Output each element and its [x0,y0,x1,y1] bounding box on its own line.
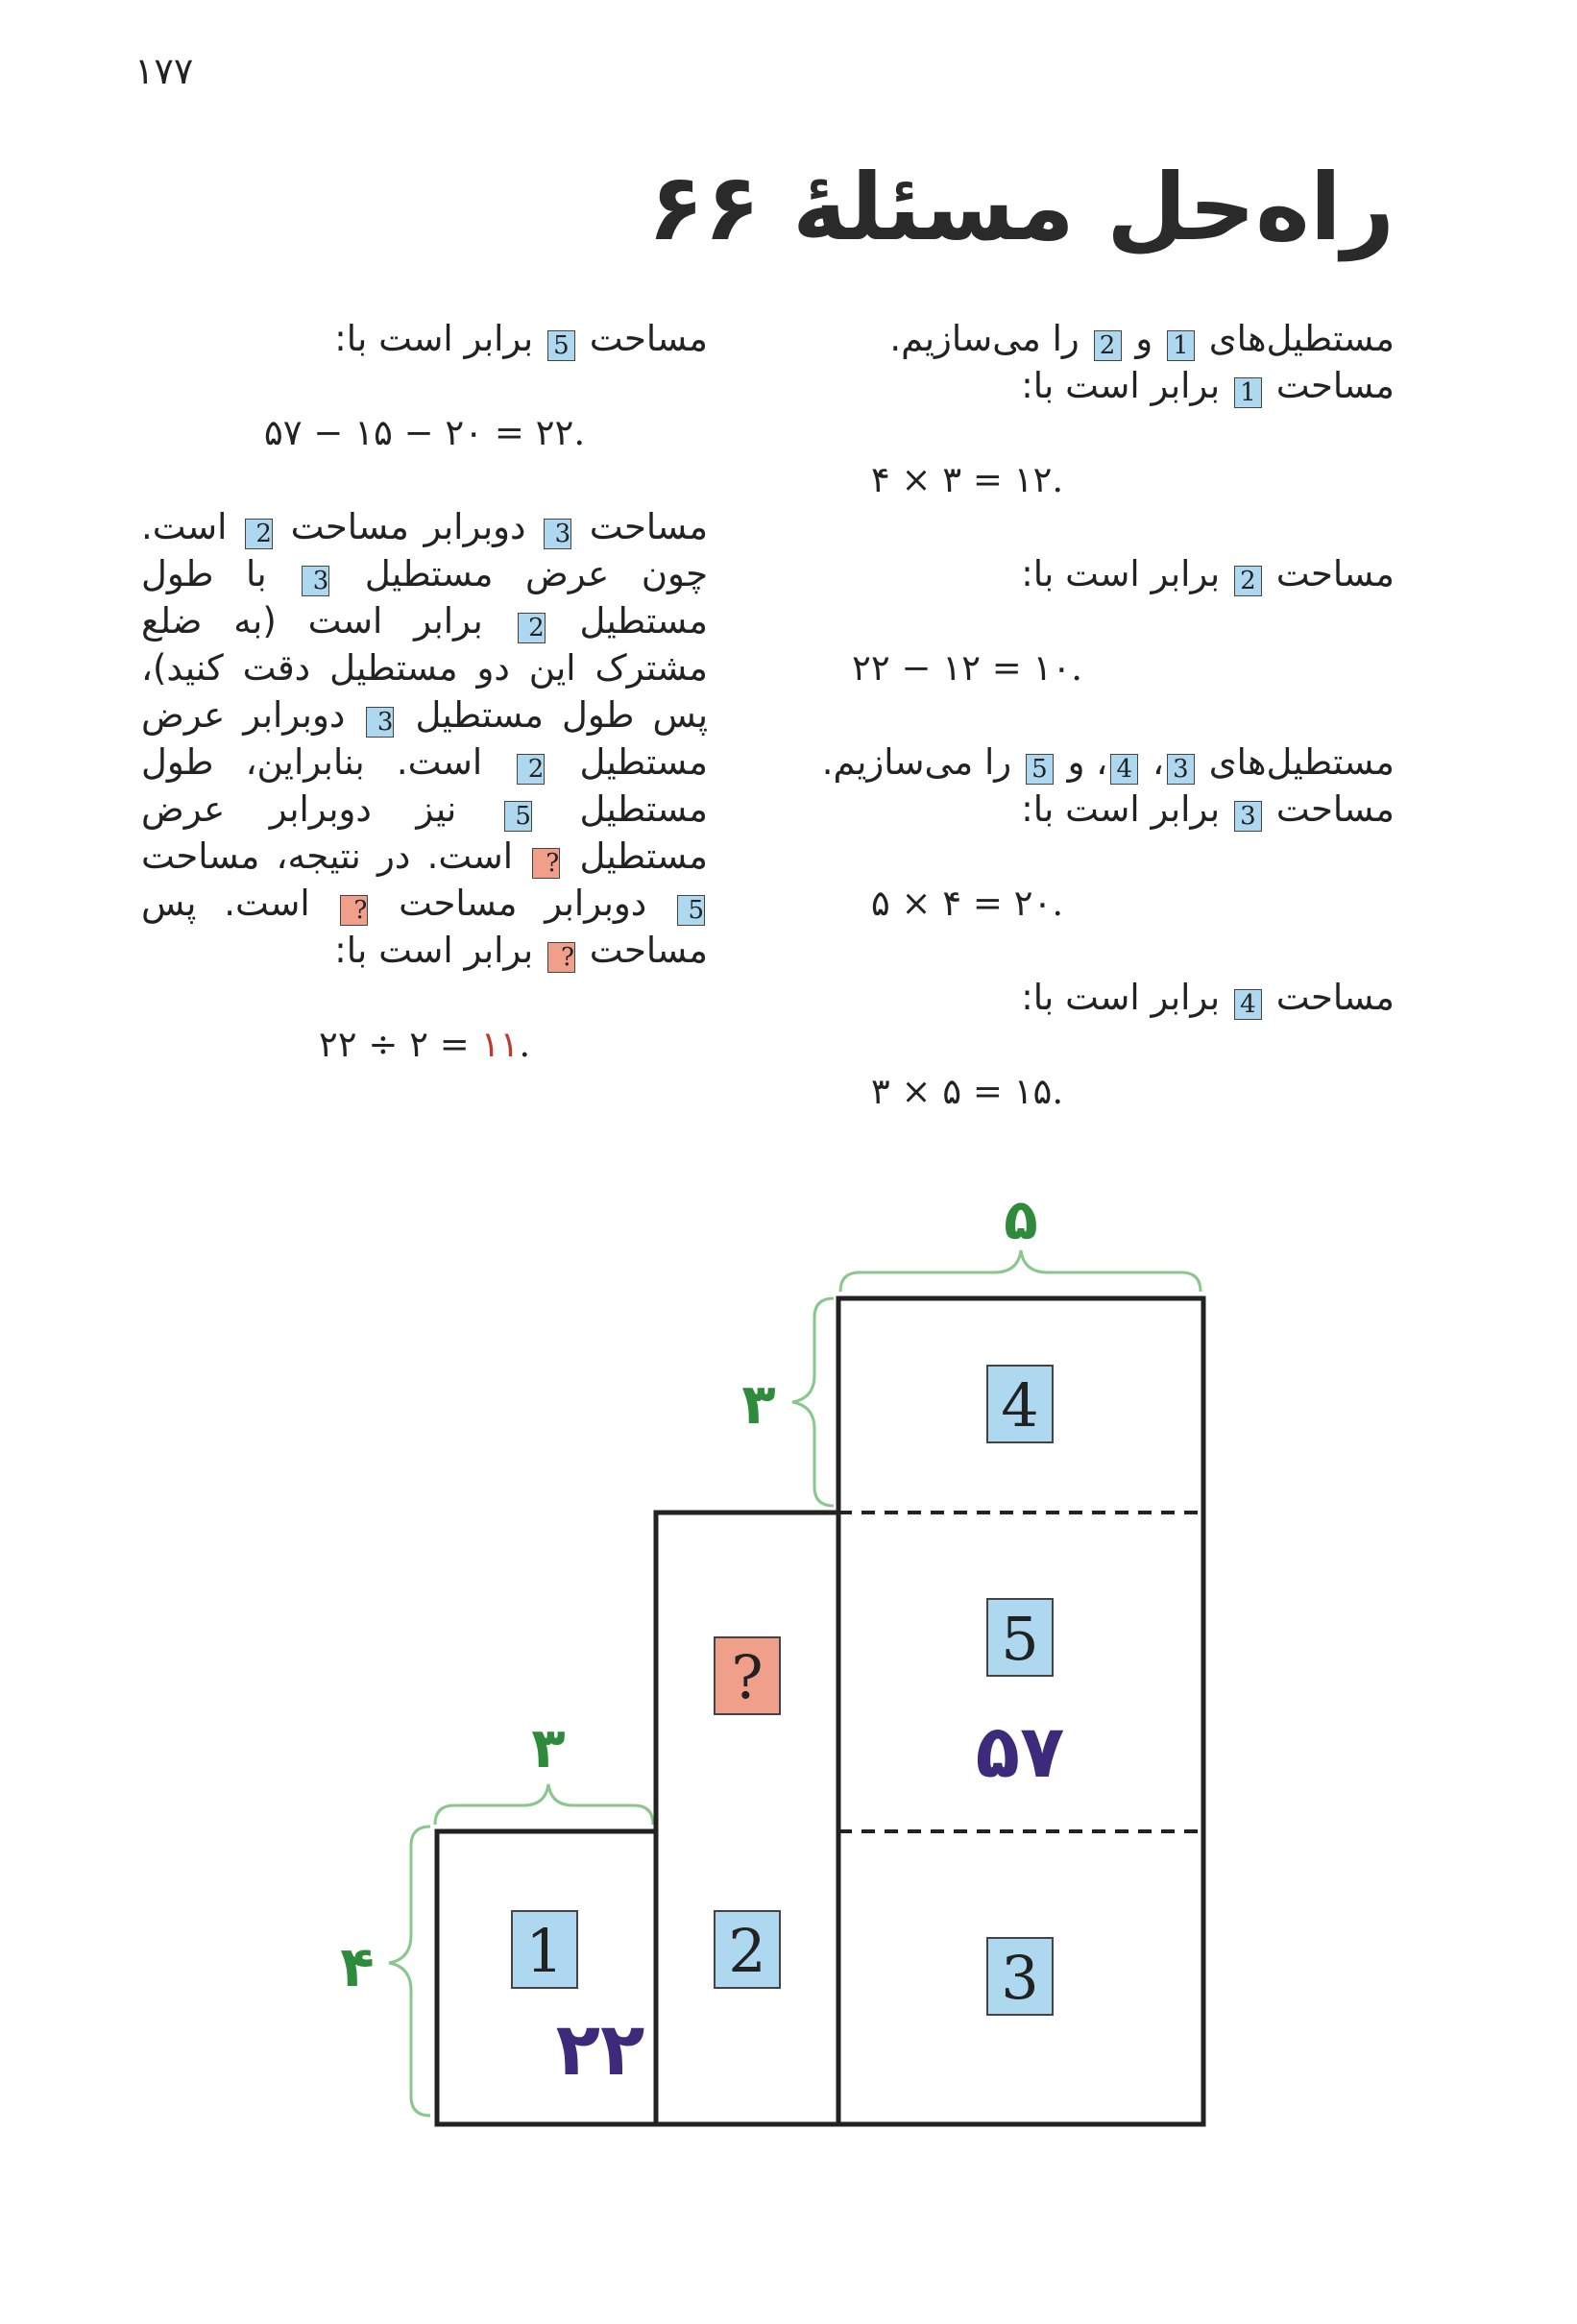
text: و [1135,318,1153,359]
text: ، و [1067,741,1108,783]
brace-mid-top [435,1784,653,1825]
text: دوبرابر مساحت [290,506,526,547]
figure-box-5: 5 [1001,1604,1039,1674]
box-5: 5 [504,801,532,832]
text: است. [141,506,228,547]
box-2: 2 [1094,330,1122,361]
text: برابر است با: [334,930,534,971]
box-5: 5 [677,895,705,926]
area-label-1: ۲۲ [555,2006,645,2092]
text: را می‌سازیم. [889,318,1080,359]
answer-value: ۱۱ [480,1024,520,1065]
text: مساحت [1275,788,1395,830]
equation-area-3: ۵ × ۴ = ۲۰. [870,883,1064,924]
box-3: 3 [1167,754,1195,785]
text: است. بنابراین، طول مستطیل [141,741,708,830]
text: برابر است با: [1021,788,1221,830]
page-number: ۱۷۷ [134,50,194,92]
text: دوبرابر عرض مستطیل [141,694,708,783]
text: برابر است با: [334,318,534,359]
text: مساحت [589,318,708,359]
box-3: 3 [366,707,394,738]
brace-right-top [792,1298,834,1506]
figure-box-4: 4 [1001,1370,1039,1440]
figure-box-3: 3 [1001,1943,1039,2013]
text: برابر است (به ضلع مشترک این دو مستطیل دقت کنید)، پس طول مستطیل [141,600,709,736]
text: نیز دوبرابر عرض مستطیل [141,788,708,877]
box-2: 2 [245,519,273,549]
text: برابر است با: [1021,977,1221,1018]
text: مساحت [1275,977,1395,1018]
text: مساحت [1275,553,1395,594]
text: را می‌سازیم. [821,741,1012,783]
figure-box-2: 2 [728,1916,766,1986]
box-question: ? [532,848,560,879]
box-2: 2 [1234,566,1262,596]
area-label-5: ۵۷ [975,1708,1065,1794]
text: برابر است با: [1021,365,1221,406]
text: چون عرض مستطیل [364,553,709,594]
box-1: 1 [1234,377,1262,408]
label-mid-top: ۳ [531,1715,566,1780]
middle-rect [656,1513,838,2124]
equation-area-1: ۴ × ۳ = ۱۲. [870,459,1064,500]
text: است. پس مساحت [141,883,708,971]
box-4: 4 [1234,989,1262,1020]
shape-outline [437,1298,1203,2124]
box-3: 3 [544,519,571,549]
equation-area-4: ۳ × ۵ = ۱۵. [870,1071,1064,1112]
box-question: ? [340,895,368,926]
text: مستطیل‌های [1208,318,1395,359]
box-5: 5 [547,330,575,361]
label-top: ۵ [1004,1187,1038,1252]
box-4: 4 [1110,754,1138,785]
brace-left [389,1827,430,2116]
page-title: راه‌حل مسئلهٔ ۶۶ [647,154,1395,261]
text: با طول مستطیل [141,553,708,642]
text: ۲۲ ÷ ۲ = [318,1024,481,1065]
figure-box-1: 1 [525,1916,564,1986]
box-question: ? [547,942,575,973]
box-3: 3 [302,566,329,596]
text: دوبرابر مساحت [399,883,647,924]
text: مساحت [589,506,709,547]
figure-box-question: ? [731,1642,764,1712]
equation-area-2: ۲۲ − ۱۲ = ۱۰. [851,647,1083,689]
equation-area-5: ۵۷ − ۱۵ − ۲۰ = ۲۲. [263,412,586,453]
text: برابر است با: [1021,553,1221,594]
label-left: ۴ [340,1934,375,1999]
text: ، [1152,741,1164,783]
dashed-dividers [656,1513,1203,2124]
box-3: 3 [1234,801,1262,832]
box-1: 1 [1167,330,1195,361]
box-2: 2 [518,613,546,643]
label-right-top: ۳ [741,1371,776,1437]
box-5: 5 [1026,754,1054,785]
box-2: 2 [517,754,545,785]
text: است. در نتیجه، مساحت [141,835,513,877]
text: مساحت [1275,365,1395,406]
text: مستطیل‌های [1208,741,1395,783]
brace-top [840,1250,1201,1292]
text: . [519,1024,531,1065]
